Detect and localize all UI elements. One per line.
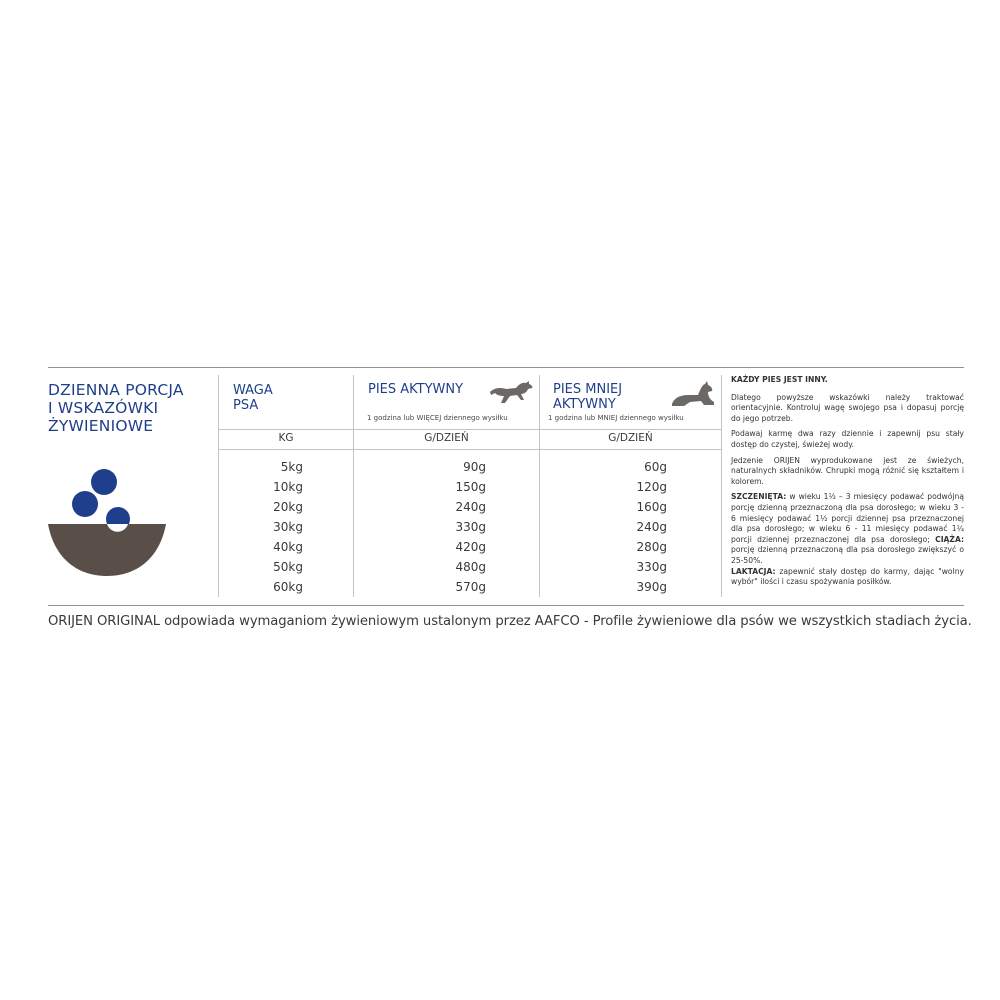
less-active-column-subtitle: 1 godzina lub MNIEJ dziennego wysiłku <box>548 414 684 422</box>
feeding-table-body <box>219 457 721 597</box>
less-active-cell: 280g <box>636 540 667 554</box>
header-rule <box>219 429 721 430</box>
active-column-title: PIES AKTYWNY <box>368 382 464 397</box>
pregnancy-text: porcję dzienną przeznaczoną dla psa dorosłego zwiększyć o 25-50%. <box>731 545 964 565</box>
puppies-text: w wieku 1½ – 3 miesięcy podawać podwójną porcję dzienną przeznaczoną dla psa dorosłego; w wieku 3 - 6 miesięcy podawać 1½ porcji dziennej psa przeznaczonej dla psa dorosłego; w wieku 6 - 11 miesięcy podawać 1¼ porcji dziennej przeznaczonej dla psa dorosłego; <box>731 492 964 544</box>
lactation-text: zapewnić stały dostęp do karmy, dając "wolny wybór" ilości i czasu spożywania posiłków. <box>731 566 964 587</box>
notes-paragraph: Podawaj karmę dwa razy dziennie i zapewnij psu stały dostęp do czystej, świeżej wody. <box>731 429 964 449</box>
table-row <box>219 537 721 557</box>
table-row <box>219 477 721 497</box>
less-active-column-title: PIES MNIEJ AKTYWNY <box>553 382 623 412</box>
active-unit: G/DZIEŃ <box>424 432 469 444</box>
weight-cell: 5kg <box>280 460 303 474</box>
table-row <box>219 557 721 577</box>
less-active-cell: 330g <box>636 560 667 574</box>
feeding-notes <box>731 375 964 588</box>
weight-cell: 10kg <box>273 480 303 494</box>
weight-cell: 40kg <box>273 540 303 554</box>
less-active-cell: 390g <box>636 580 667 594</box>
notes-heading: KAŻDY PIES JEST INNY. <box>731 375 828 384</box>
active-cell: 570g <box>455 580 486 594</box>
top-divider <box>48 367 964 368</box>
less-active-cell: 160g <box>636 500 667 514</box>
lactation-label: LAKTACJA: <box>731 566 776 576</box>
notes-paragraph: Dlatego powyższe wskazówki należy traktować orientacyjnie. Kontroluj wagę swojego psa i dopasuj porcję do jego potrzeb. <box>731 392 964 423</box>
weight-column-title: WAGA PSA <box>233 383 273 413</box>
table-row <box>219 577 721 597</box>
notes-special-cases <box>731 492 964 587</box>
unit-rule <box>219 449 721 450</box>
food-bowl-icon <box>48 462 168 582</box>
notes-paragraph: Jedzenie ORIJEN wyprodukowane jest ze świeżych, naturalnych składników. Chrupki mogą różnić się kształtem i kolorem. <box>731 455 964 486</box>
pregnancy-label: CIĄŻA: <box>935 534 964 544</box>
active-cell: 480g <box>455 560 486 574</box>
less-active-cell: 60g <box>644 460 667 474</box>
weight-cell: 30kg <box>273 520 303 534</box>
active-cell: 240g <box>455 500 486 514</box>
kibble-icon <box>91 469 117 495</box>
lying-dog-icon <box>668 380 718 410</box>
table-row <box>219 517 721 537</box>
puppies-label: SZCZENIĘTA: <box>731 492 787 502</box>
weight-unit: KG <box>278 432 294 444</box>
column-separator <box>721 375 722 597</box>
table-row <box>219 497 721 517</box>
table-row <box>219 457 721 477</box>
active-cell: 150g <box>455 480 486 494</box>
running-dog-icon <box>488 378 534 408</box>
active-cell: 90g <box>463 460 486 474</box>
bottom-divider <box>48 605 964 606</box>
active-cell: 330g <box>455 520 486 534</box>
active-cell: 420g <box>455 540 486 554</box>
less-active-cell: 240g <box>636 520 667 534</box>
less-active-unit: G/DZIEŃ <box>608 432 653 444</box>
weight-cell: 60kg <box>273 580 303 594</box>
weight-cell: 50kg <box>273 560 303 574</box>
page-title: DZIENNA PORCJA I WSKAZÓWKI ŻYWIENIOWE <box>48 381 184 435</box>
aafco-statement: ORIJEN ORIGINAL odpowiada wymaganiom żywieniowym ustalonym przez AAFCO - Profile żywieniowe dla psów we wszystkich stadiach życia. <box>48 614 972 629</box>
active-column-subtitle: 1 godzina lub WIĘCEJ dziennego wysiłku <box>367 414 508 422</box>
weight-cell: 20kg <box>273 500 303 514</box>
kibble-icon <box>72 491 98 517</box>
less-active-cell: 120g <box>636 480 667 494</box>
